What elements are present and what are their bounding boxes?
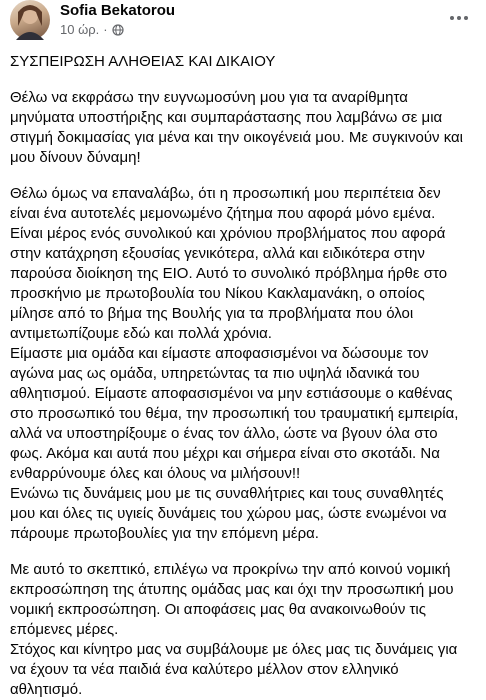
post-paragraph: Στόχος και κίνητρο μας να συμβάλουμε με όλες μας τις δυνάμεις για να έχουν τα νέα παιδιά ένα καλύτερο μέλλον στον ελληνικό αθλητισμό.: [10, 641, 458, 698]
author-name[interactable]: Sofia Bekatorou: [60, 2, 176, 19]
post-header: [10, 0, 476, 44]
post-body: [10, 52, 470, 700]
post-paragraph: Θέλω να εκφράσω την ευγνωμοσύνη μου για τα αναρίθμητα μηνύματα υποστήριξης και συμπαράστασης που λαμβάνω σε μια στιγμή δοκιμασίας για μένα και την οικογένειά μου. Με συγκινούν και μου δίνουν δύναμη!: [10, 89, 464, 166]
avatar[interactable]: [10, 0, 50, 40]
post-paragraph: Με αυτό το σκεπτικό, επιλέγω να προκρίνω την από κοινού νομική εκπροσώπηση της άτυπης ομάδας μας και όχι την προσωπική μου νομική εκπροσώπηση. Οι αποφάσεις μας θα ανακοινωθούν τις επόμενες μέρες.: [10, 561, 454, 638]
post-paragraph: Ενώνω τις δυνάμεις μου με τις συναθλήτριες και τους συναθλητές μου και όλες τις υγιείς δυνάμεις του χώρου μας, ώστε ενωμένοι να πάρουμε πρωτοβουλίες για την επόμενη μέρα.: [10, 485, 447, 542]
post-paragraph: Είμαστε μια ομάδα και είμαστε αποφασισμένοι να δώσουμε τον αγώνα μας ως ομάδα, υπηρετώντας τα πιο υψηλά ιδανικά του αθλητισμού. Είμαστε αποφασισμένοι να μην εστιάσουμε ο καθένας στο προσωπικό του θέμα, την προσωπική του τραυματική εμπειρία, αλλά να υποστηρίξουμε ο ένας τον άλλο, ώστε να βγουν όλα στο φως. Ακόμα και αυτά που μέχρι και σήμερα είναι στο σκοτάδι. Να ενθαρρύνουμε όλες και όλους να μιλήσουν!!: [10, 345, 459, 482]
more-options-button[interactable]: [444, 6, 474, 30]
post-title: ΣΥΣΠΕΙΡΩΣΗ ΑΛΗΘΕΙΑΣ ΚΑΙ ΔΙΚΑΙΟΥ: [10, 53, 276, 70]
meta-separator: ·: [103, 22, 108, 37]
globe-icon[interactable]: [112, 24, 124, 36]
post-time[interactable]: 10 ώρ.: [60, 22, 100, 37]
post-paragraph: Θέλω όμως να επαναλάβω, ότι η προσωπική μου περιπέτεια δεν είναι ένα αυτοτελές μεμονωμένο ζήτημα που αφορά μόνο εμένα. Είναι μέρος ενός συνολικού και χρόνιου προβλήματος που αφορά στην κατάχρηση εξουσίας γενικότερα, αλλά και ειδικότερα στην παρούσα διοίκηση της ΕΙΟ. Αυτό το συνολικό πρόβλημα ήρθε στο προσκήνιο με πρωτοβουλία του Νίκου Κακλαμανάκη, ο οποίος μίλησε από το βήμα της Βουλής για τα προβλήματα που όλοι αντιμετωπίζουμε εδώ και πολλά χρόνια.: [10, 185, 448, 342]
more-horizontal-icon: [450, 16, 454, 20]
post-meta: [60, 22, 124, 37]
